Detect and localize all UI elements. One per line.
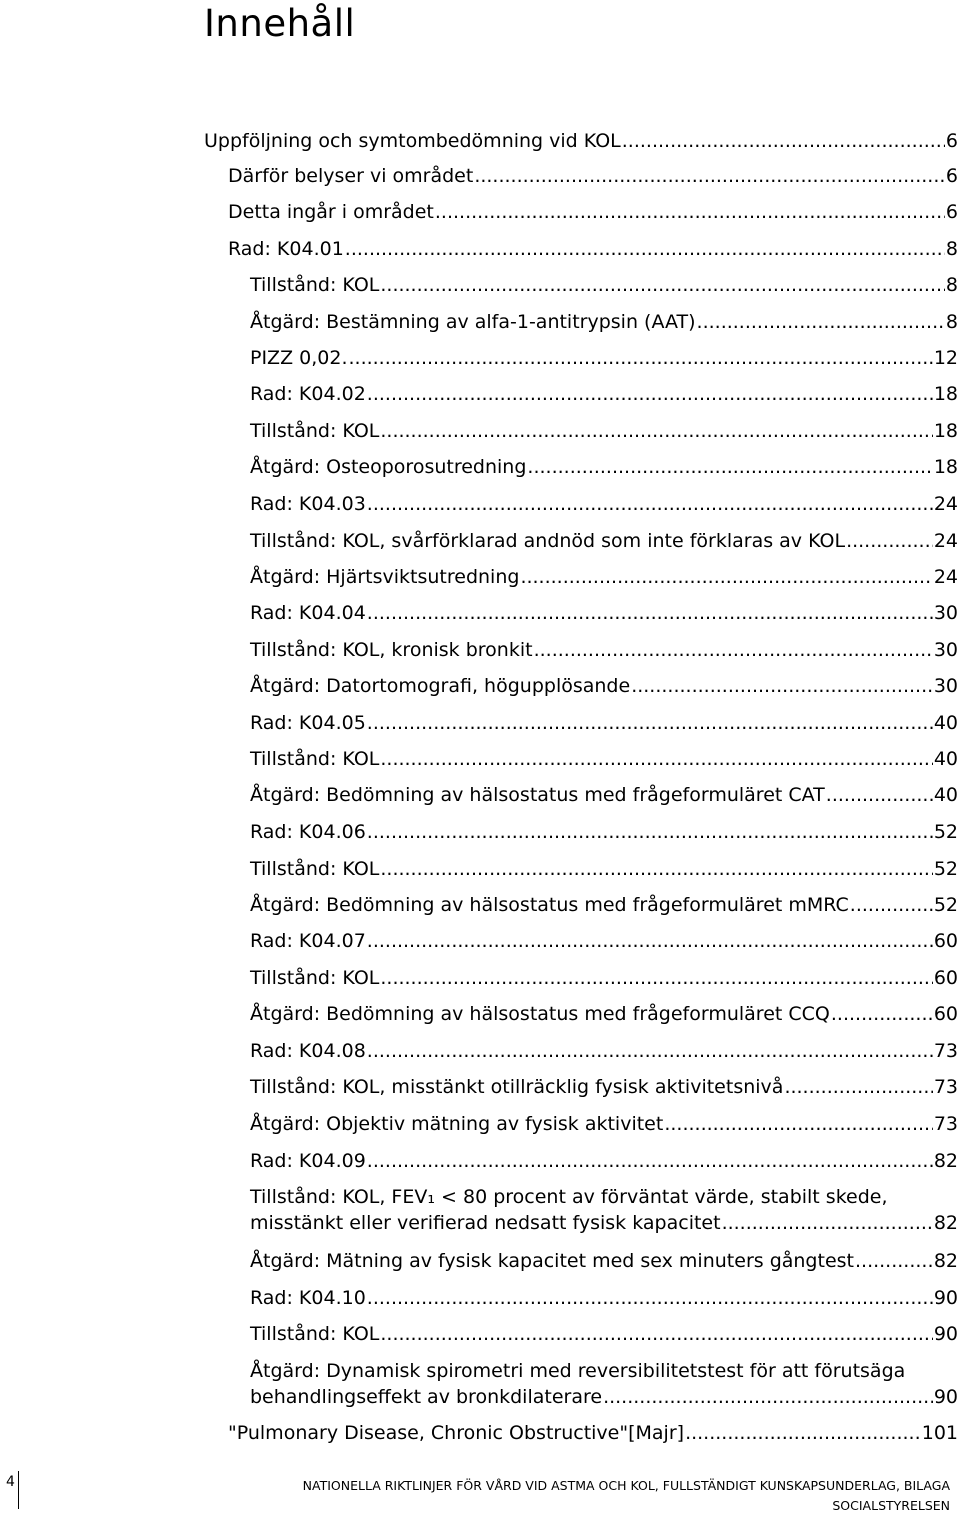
- toc-entry[interactable]: [228, 163, 958, 189]
- toc-entry-page: 8: [945, 238, 958, 260]
- toc-entry[interactable]: [250, 1001, 958, 1027]
- running-footer: [303, 1476, 950, 1516]
- toc-entry-page: 6: [945, 130, 958, 152]
- toc-entry-label: Rad: K04.05: [250, 712, 366, 734]
- toc-entry-page: 30: [933, 602, 958, 624]
- toc-entry-page: 82: [933, 1250, 958, 1272]
- toc-entry[interactable]: [250, 1111, 958, 1137]
- toc-entry-page: 30: [933, 639, 958, 661]
- toc-entry-page: 18: [933, 383, 958, 405]
- dot-leader: [380, 418, 932, 444]
- toc-entry-label: Åtgärd: Mätning av fysisk kapacitet med sex minuters gångtest: [250, 1250, 854, 1272]
- dot-leader: [826, 782, 933, 808]
- toc-entry-page: 6: [945, 201, 958, 223]
- toc-entry[interactable]: [250, 1074, 958, 1100]
- toc-entry[interactable]: [250, 856, 958, 882]
- toc-entry-page: 60: [933, 930, 958, 952]
- dot-leader: [622, 128, 945, 154]
- dot-leader: [367, 1285, 933, 1311]
- toc-entry-page: 90: [933, 1386, 958, 1408]
- dot-leader: [831, 1001, 933, 1027]
- toc-entry-label: Rad: K04.09: [250, 1150, 366, 1172]
- toc-entry[interactable]: [250, 1248, 958, 1274]
- toc-entry-label: Åtgärd: Osteoporosutredning: [250, 456, 527, 478]
- toc-entry-page: 24: [933, 493, 958, 515]
- toc-entry-page: 8: [945, 311, 958, 333]
- dot-leader: [367, 819, 933, 845]
- toc-entry-label: Tillstånd: KOL: [250, 858, 380, 880]
- toc-entry[interactable]: [250, 381, 958, 407]
- dot-leader: [697, 309, 945, 335]
- dot-leader: [380, 272, 945, 298]
- toc-entry-label: Rad: K04.08: [250, 1040, 366, 1062]
- toc-entry-page: 101: [921, 1422, 958, 1444]
- toc-entry[interactable]: [250, 673, 958, 699]
- toc-entry-label: Åtgärd: Bedömning av hälsostatus med frågeformuläret CCQ: [250, 1003, 830, 1025]
- toc-entry[interactable]: [250, 928, 958, 954]
- toc-entry-label: misstänkt eller verifierad nedsatt fysisk kapacitet: [250, 1212, 721, 1234]
- toc-entry-label: Därför belyser vi området: [228, 165, 474, 187]
- toc-entry-label: Rad: K04.10: [250, 1287, 366, 1309]
- toc-entry-page: 6: [945, 165, 958, 187]
- dot-leader: [435, 199, 945, 225]
- dot-leader: [380, 1321, 932, 1347]
- toc-entry-page: 30: [933, 675, 958, 697]
- toc-entry-page: 40: [933, 748, 958, 770]
- toc-entry-label: Tillstånd: KOL: [250, 1323, 380, 1345]
- toc-entry-page: 82: [933, 1212, 958, 1234]
- dot-leader: [784, 1074, 932, 1100]
- toc-entry[interactable]: [250, 1038, 958, 1064]
- toc-entry[interactable]: [250, 1321, 958, 1347]
- toc-entry-label: "Pulmonary Disease, Chronic Obstructive"[Majr]: [228, 1422, 685, 1444]
- toc-entry[interactable]: [250, 1285, 958, 1311]
- dot-leader: [367, 710, 933, 736]
- dot-leader: [367, 491, 933, 517]
- toc-entry[interactable]: [250, 528, 958, 554]
- toc-entry-page: 40: [933, 712, 958, 734]
- toc-entry[interactable]: [250, 600, 958, 626]
- dot-leader: [631, 673, 933, 699]
- toc-entry-page: 24: [933, 566, 958, 588]
- toc-entry[interactable]: [250, 1184, 958, 1236]
- toc-entry[interactable]: [250, 965, 958, 991]
- toc-entry[interactable]: [250, 637, 958, 663]
- toc-entry-label: Åtgärd: Datortomografi, högupplösande: [250, 675, 631, 697]
- dot-leader: [520, 564, 932, 590]
- toc-entry-label: Tillstånd: KOL, svårförklarad andnöd som inte förklaras av KOL: [250, 530, 846, 552]
- toc-entry-label: Rad: K04.07: [250, 930, 366, 952]
- toc-entry-label: Rad: K04.02: [250, 383, 366, 405]
- toc-entry[interactable]: [204, 128, 958, 154]
- dot-leader: [603, 1384, 933, 1410]
- toc-entry-label-line1: Tillstånd: KOL, FEV₁ < 80 procent av förväntat värde, stabilt skede,: [250, 1186, 888, 1208]
- toc-entry-page: 24: [933, 530, 958, 552]
- toc-entry-label: Detta ingår i området: [228, 201, 434, 223]
- toc-entry[interactable]: [250, 491, 958, 517]
- toc-entry[interactable]: [250, 1148, 958, 1174]
- dot-leader: [850, 892, 933, 918]
- toc-entry-page: 60: [933, 1003, 958, 1025]
- dot-leader: [846, 528, 933, 554]
- toc-entry-page: 90: [933, 1287, 958, 1309]
- toc-entry-page: 60: [933, 967, 958, 989]
- toc-entry-label: Rad: K04.06: [250, 821, 366, 843]
- dot-leader: [685, 1420, 921, 1446]
- toc-entry-page: 73: [933, 1076, 958, 1098]
- toc-entry-page: 40: [933, 784, 958, 806]
- dot-leader: [367, 381, 933, 407]
- footer-line-1: NATIONELLA RIKTLINJER FÖR VÅRD VID ASTMA OCH KOL, FULLSTÄNDIGT KUNSKAPSUNDERLAG, BILAGA: [302, 1478, 950, 1493]
- toc-entry-label: PIZZ 0,02.: [250, 347, 348, 369]
- toc-entry[interactable]: [250, 272, 958, 298]
- dot-leader: [380, 965, 932, 991]
- toc-entry-label: Åtgärd: Bedömning av hälsostatus med frågeformuläret CAT: [250, 784, 825, 806]
- toc-entry[interactable]: [250, 309, 958, 335]
- page-number: 4: [6, 1474, 15, 1490]
- toc-entry-page: 82: [933, 1150, 958, 1172]
- footer-divider: [18, 1471, 19, 1509]
- footer-line-2: SOCIALSTYRELSEN: [832, 1498, 950, 1513]
- dot-leader: [380, 856, 932, 882]
- toc-entry-page: 8: [945, 274, 958, 296]
- toc-entry-label-line1: Åtgärd: Dynamisk spirometri med reversibilitetstest för att förutsäga: [250, 1360, 906, 1382]
- toc-entry-page: 52: [933, 894, 958, 916]
- toc-entry-label: Tillstånd: KOL: [250, 420, 380, 442]
- toc-entry-label: Åtgärd: Bestämning av alfa-1-antitrypsin (AAT): [250, 311, 696, 333]
- dot-leader: [380, 746, 932, 772]
- dot-leader: [527, 454, 932, 480]
- toc-entry-page: 73: [933, 1113, 958, 1135]
- dot-leader: [722, 1210, 933, 1236]
- toc-entry[interactable]: [250, 1358, 958, 1410]
- toc-entry-label: Tillstånd: KOL: [250, 748, 380, 770]
- toc-entry-label: Tillstånd: KOL, kronisk bronkit: [250, 639, 533, 661]
- toc-entry-page: 52: [933, 858, 958, 880]
- toc-entry[interactable]: [250, 454, 958, 480]
- dot-leader: [855, 1248, 933, 1274]
- toc-entry[interactable]: [250, 746, 958, 772]
- toc-entry-label: Åtgärd: Objektiv mätning av fysisk aktivitet: [250, 1113, 664, 1135]
- dot-leader: [345, 236, 945, 262]
- toc-entry[interactable]: [228, 236, 958, 262]
- toc-entry-label: behandlingseffekt av bronkdilaterare: [250, 1386, 603, 1408]
- dot-leader: [367, 600, 933, 626]
- dot-leader: [474, 163, 945, 189]
- toc-entry-page: 18: [933, 420, 958, 442]
- toc-entry[interactable]: [250, 564, 958, 590]
- toc-entry[interactable]: [250, 345, 958, 371]
- toc-entry-page: 90: [933, 1323, 958, 1345]
- toc-entry[interactable]: [250, 819, 958, 845]
- toc-entry-label: Rad: K04.03: [250, 493, 366, 515]
- toc-entry[interactable]: [250, 892, 958, 918]
- toc-entry-page: 73: [933, 1040, 958, 1062]
- dot-leader: [367, 1038, 933, 1064]
- toc-entry-label: Åtgärd: Hjärtsviktsutredning: [250, 566, 520, 588]
- toc-entry-label: Tillstånd: KOL, misstänkt otillräcklig fysisk aktivitetsnivå: [250, 1076, 784, 1098]
- toc-entry[interactable]: [250, 418, 958, 444]
- page-title: Innehåll: [204, 2, 356, 45]
- dot-leader: [367, 1148, 933, 1174]
- toc-entry-label: Rad: K04.04: [250, 602, 366, 624]
- toc-entry-page: 12: [933, 347, 958, 369]
- dot-leader: [664, 1111, 932, 1137]
- toc-entry-label: Rad: K04.01: [228, 238, 344, 260]
- toc-entry-label: Åtgärd: Bedömning av hälsostatus med frågeformuläret mMRC: [250, 894, 849, 916]
- toc-entry[interactable]: [250, 710, 958, 736]
- toc-entry-label: Tillstånd: KOL: [250, 967, 380, 989]
- toc-entry[interactable]: [228, 1420, 958, 1446]
- toc-entry-page: 18: [933, 456, 958, 478]
- dot-leader: [367, 928, 933, 954]
- dot-leader: [348, 345, 932, 371]
- dot-leader: [534, 637, 933, 663]
- toc-entry[interactable]: [250, 782, 958, 808]
- toc-entry[interactable]: [228, 199, 958, 225]
- toc-entry-page: 52: [933, 821, 958, 843]
- toc-entry-label: Tillstånd: KOL: [250, 274, 380, 296]
- toc-entry-label: Uppföljning och symtombedömning vid KOL: [204, 130, 621, 152]
